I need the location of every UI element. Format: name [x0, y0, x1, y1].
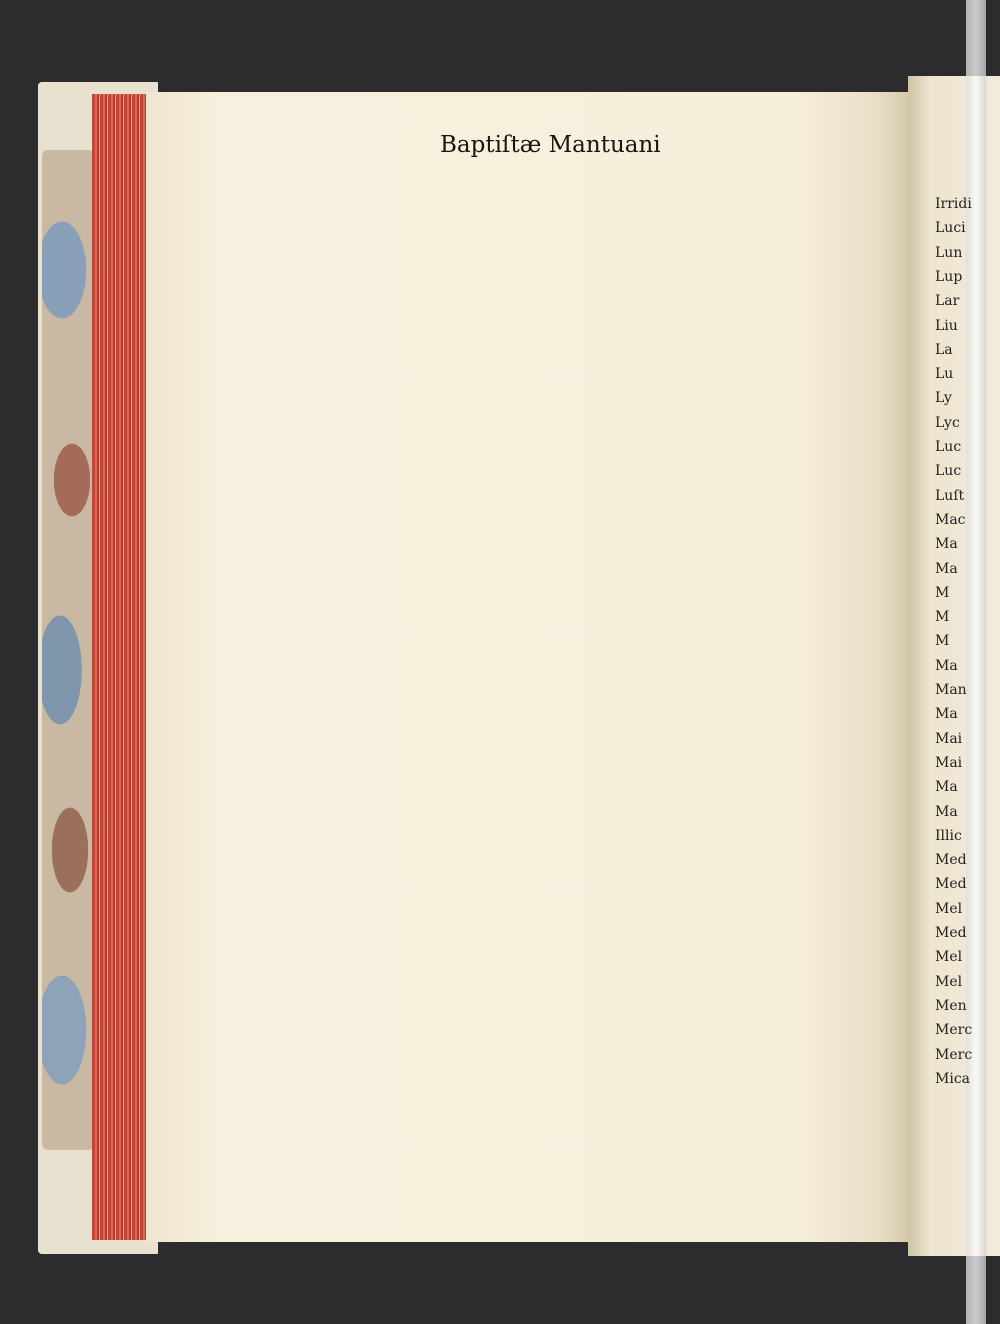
facing-page-term: Med [935, 925, 967, 941]
facing-page-term: Ma [935, 658, 958, 674]
facing-page-term: Luſt [935, 488, 965, 504]
running-title: Baptiſtæ Mantuani [440, 132, 661, 158]
facing-page-term: Luci [935, 220, 966, 236]
facing-page-term: M [935, 633, 950, 649]
facing-page-term: Illic [935, 828, 962, 844]
facing-page-term: La [935, 342, 953, 358]
facing-page-term: Ma [935, 706, 958, 722]
facing-page-term: Merc [935, 1047, 973, 1063]
facing-page-term: Lar [935, 293, 960, 309]
facing-page-term: Mai [935, 755, 963, 771]
facing-page-term: M [935, 585, 950, 601]
facing-page-term: M [935, 609, 950, 625]
marbled-endpaper [42, 150, 94, 1150]
red-page-edges [92, 94, 146, 1240]
facing-page-term: Irridi [935, 196, 972, 212]
facing-page-term: Man [935, 682, 967, 698]
facing-page-term: Luc [935, 463, 962, 479]
facing-page-term: Luc [935, 439, 962, 455]
facing-page-term: Ma [935, 536, 958, 552]
facing-page-term: Lu [935, 366, 954, 382]
facing-page-term: Men [935, 998, 967, 1014]
facing-page-term: Mac [935, 512, 966, 528]
facing-page-term: Liu [935, 318, 958, 334]
facing-page-term: Mai [935, 731, 963, 747]
facing-page-term: Mel [935, 901, 963, 917]
facing-page-term: Ly [935, 390, 952, 406]
facing-page-term: Med [935, 876, 967, 892]
index-page [146, 92, 908, 1242]
facing-page-term: Mica [935, 1071, 970, 1087]
facing-page-term: Med [935, 852, 967, 868]
facing-page-term: Merc [935, 1022, 973, 1038]
facing-page-term: Mel [935, 974, 963, 990]
facing-page-term: Ma [935, 804, 958, 820]
facing-page-term: Ma [935, 561, 958, 577]
facing-page-term: Lun [935, 245, 963, 261]
facing-page-term: Lup [935, 269, 963, 285]
facing-page-term: Lyc [935, 415, 960, 431]
facing-page-term: Mel [935, 949, 963, 965]
facing-page-term: Ma [935, 779, 958, 795]
